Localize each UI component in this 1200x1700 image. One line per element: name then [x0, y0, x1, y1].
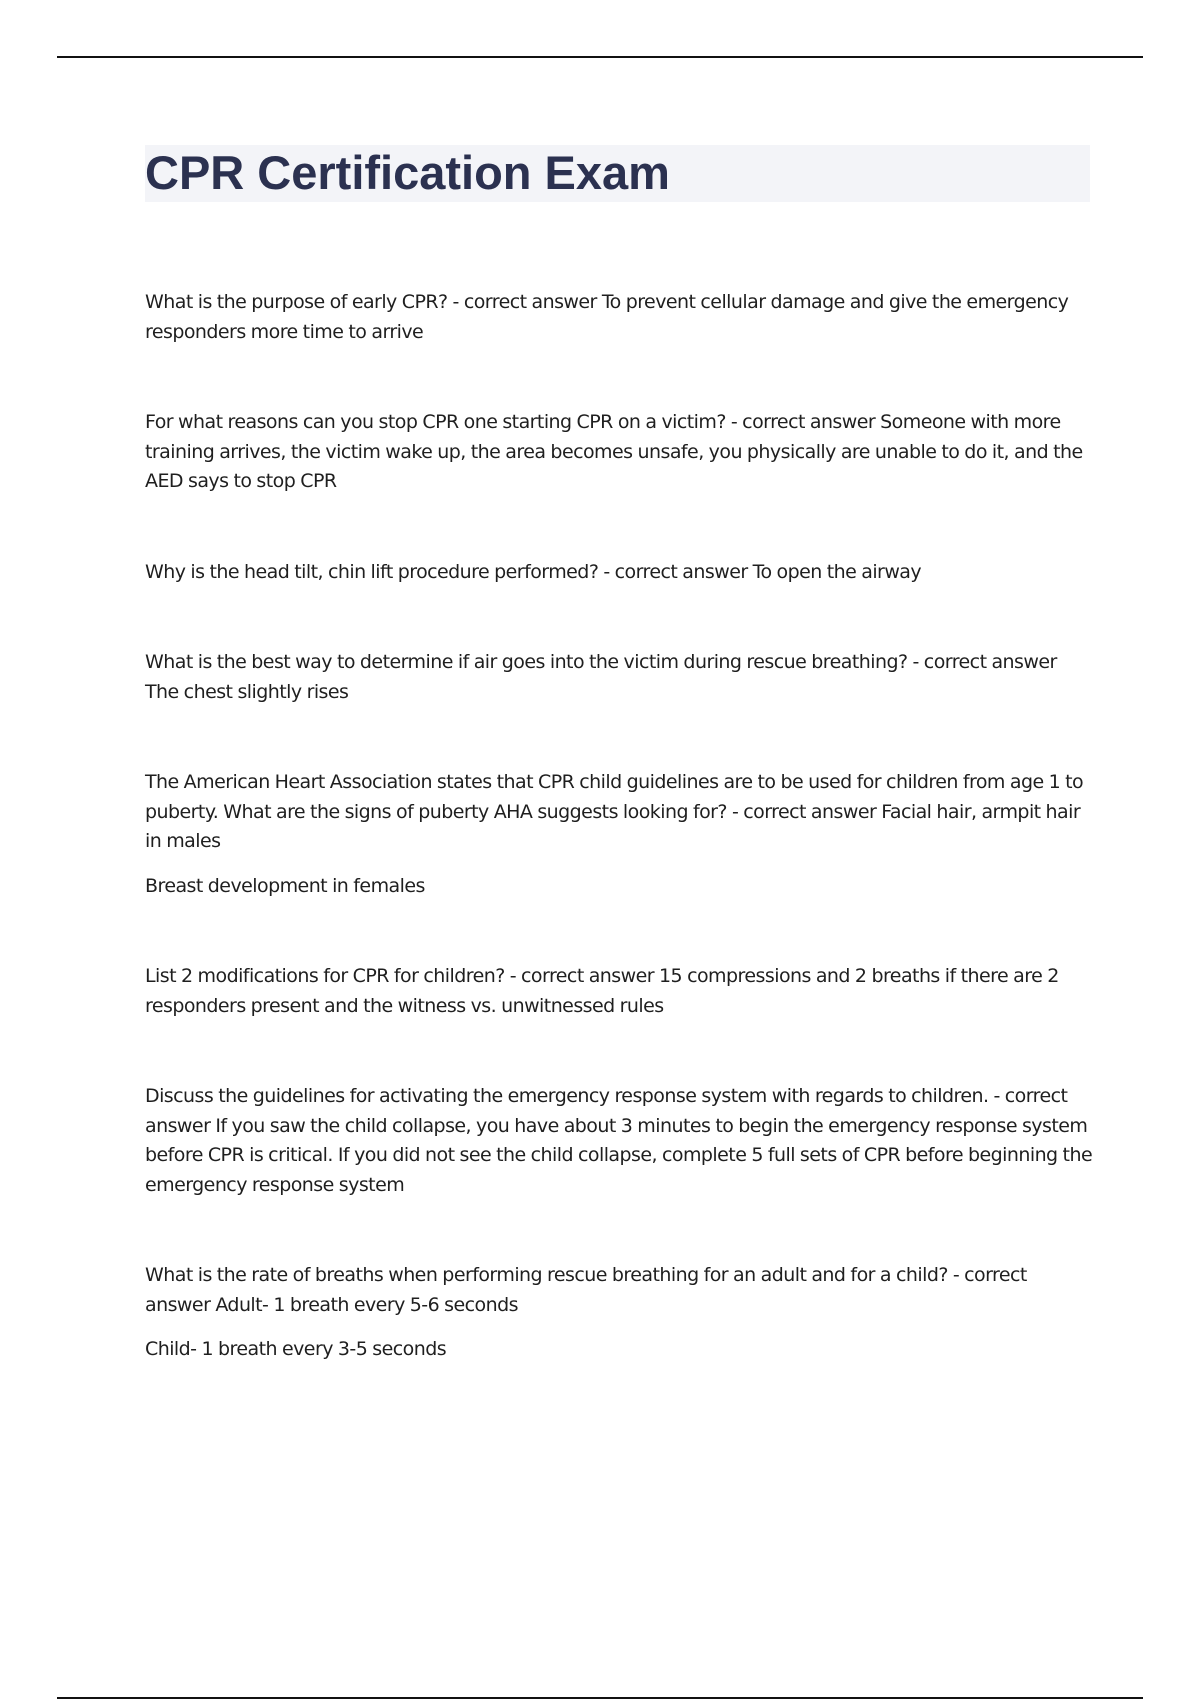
qa-item	[145, 768, 1095, 901]
qa-text: What is the purpose of early CPR? - correct answer To prevent cellular damage and give the emergency responders more time to arrive	[145, 291, 1069, 343]
page-title: CPR Certification Exam	[145, 146, 670, 199]
qa-item	[145, 1082, 1095, 1200]
footer-rule	[57, 1697, 1143, 1699]
qa-text: List 2 modifications for CPR for children? - correct answer 15 compressions and 2 breaths if there are 2 responders present and the witness vs. unwitnessed rules	[145, 965, 1059, 1017]
qa-text: Discuss the guidelines for activating the emergency response system with regards to children. - correct answer If you saw the child collapse, you have about 3 minutes to begin the emergency response system before CPR is critical. If you did not see the child collapse, complete 5 full sets of CPR before beginning the emergency response system	[145, 1085, 1093, 1196]
qa-item	[145, 288, 1095, 347]
qa-item	[145, 648, 1095, 707]
qa-item	[145, 962, 1095, 1021]
qa-extra: Child- 1 breath every 3-5 seconds	[145, 1338, 447, 1360]
qa-item	[145, 558, 1095, 588]
header-rule	[57, 56, 1143, 58]
qa-text: The American Heart Association states that CPR child guidelines are to be used for children from age 1 to puberty. What are the signs of puberty AHA suggests looking for? - correct answer Facial hair, armpit hair in males	[145, 771, 1084, 852]
qa-text: For what reasons can you stop CPR one starting CPR on a victim? - correct answer Someone with more training arrives, the victim wake up, the area becomes unsafe, you physically are unable to do it, and the AED says to stop CPR	[145, 411, 1083, 492]
qa-item	[145, 408, 1095, 497]
qa-item	[145, 1261, 1095, 1365]
qa-text: What is the rate of breaths when performing rescue breathing for an adult and for a child? - correct answer Adult- 1 breath every 5-6 seconds	[145, 1264, 1027, 1316]
qa-text: What is the best way to determine if air goes into the victim during rescue breathing? - correct answer The chest slightly rises	[145, 651, 1057, 703]
qa-list	[145, 288, 1095, 1426]
qa-text: Why is the head tilt, chin lift procedure performed? - correct answer To open the airway	[145, 560, 922, 583]
qa-extra: Breast development in females	[145, 874, 425, 897]
